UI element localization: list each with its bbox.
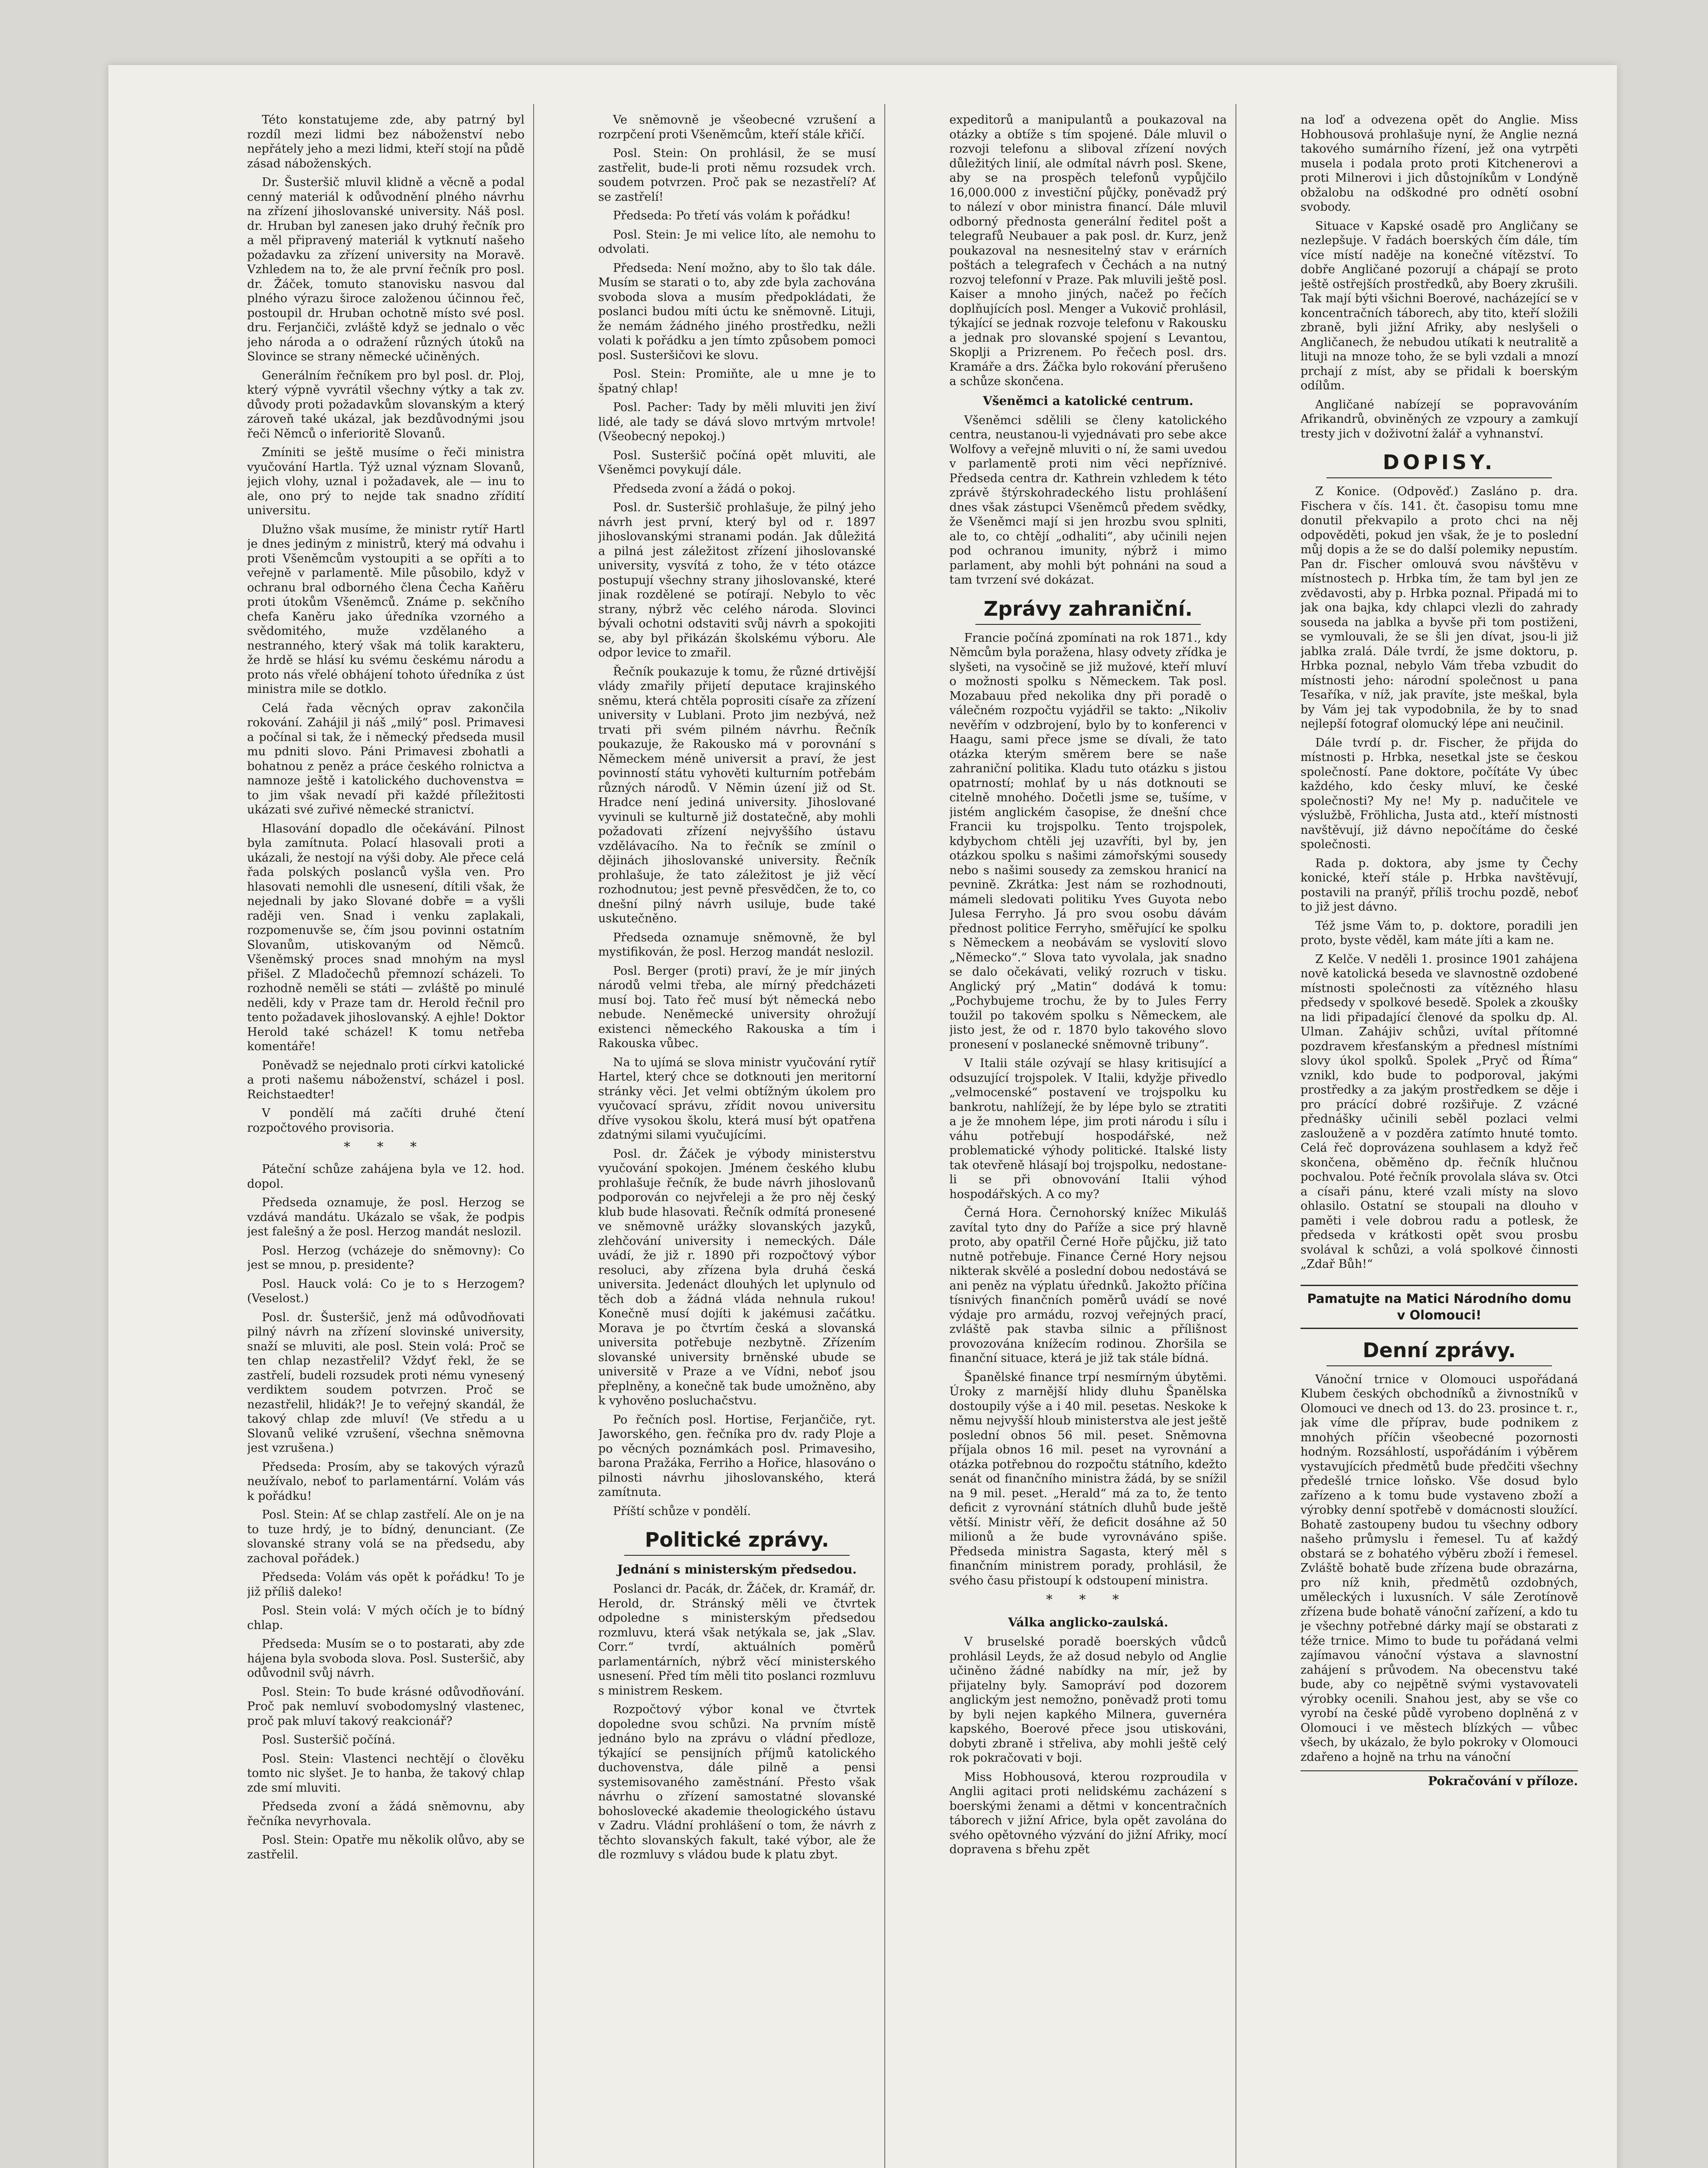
- paragraph: Dlužno však musíme, že ministr rytíř Hartl je dnes jediným z ministrů, který má odvahu i proti Všeněmcům vystoupiti a se opříti a to veřejně v parlamentě. Mile působilo, když v ochranu bral odborného člena Čecha Kaňěru proti útokům Všeněmců. Známe p. sekčního chefa Kaněru jako úředníka vzorného a svědomitého, muže vzdělaného a nestranného, který však má tolik karakteru, že hrdě se hlásí ku svému českému národu a proto nás vřelé obhájení tohoto úředníka z úst ministra mile se dotklo.: [247, 522, 525, 696]
- paragraph: Poslanci dr. Pacák, dr. Žáček, dr. Kramář, dr. Herold, dr. Stránský měli ve čtvrtek odpoledne s ministerským předsedou rozmluvu, která však netýkala se, jak „Slav. Corr.“ tvrdí, aktuálních poměrů parlamentárních, nýbrž věcí ministerského usnesení. Před tím měli tito poslanci rozmluvu s ministrem Reskem.: [598, 1582, 876, 1698]
- continuation-note: Pokračování v příloze.: [1301, 1770, 1578, 1789]
- paragraph: Posl. Stein: Ať se chlap zastřelí. Ale on je na to tuze hrdý, je to bídný, denunciant. (Ze slovanské strany volá se na předsedu, aby zachoval pořádek.): [247, 1508, 525, 1565]
- column-rule: [533, 104, 534, 2168]
- paragraph: Po řečních posl. Hortise, Ferjančiče, ryt. Jaworského, gen. řečníka pro dv. rady Ploje a po věcných poznámkách posl. Primavesiho, barona Pražáka, Ferriho a Hořice, hlasováno o pilnosti návrhu jihoslovanského, která zamítnuta.: [598, 1413, 876, 1499]
- paragraph: Černá Hora. Černohorský knížec Mikuláš zavítal tyto dny do Paříže a sice prý hlavně proto, aby opatřil Černé Hoře půjčku, již tato nutně potřebuje. Finance Černé Hory nejsou nikterak skvělé a poslední dobou nedostává se ani peněz na výplatu úřednků. Jakožto příčina tísnivých finančních poměrů uvádí se nové výdaje pro armádu, rozvoj veřejných prací, zvláště pak stavba silnic a přílišnost provozována knížecím rodinou. Zhoršila se finanční situace, která je již tak stále bídná.: [949, 1206, 1227, 1365]
- paragraph: Příští schůze v pondělí.: [613, 1504, 751, 1518]
- paragraph: Zmíniti se ještě musíme o řeči ministra vyučování Hartla. Týž uznal význam Slovanů, jejich vlohy, uznal i požadavek, ale — inu to ale, ono prý to nejde tak snadno zřídití universitu.: [247, 446, 525, 517]
- paragraph: V Italii stále ozývají se hlasy kritisující a odsuzující trojspolek. V Italii, kdyžje přivedlo „velmocenské“ postavení ve trojspolku ku bankrotu, nahlížejí, že by lépe bylo se ztratiti a je že mnohem lépe, jim proti národu i sílu i váhu potřebují hospodářské, než problematické výhody politické. Italské listy tak otevřeně hlásají boj trojspolku, nedostane-li se při obnovování Italii výhod hospodářských. A co my?: [949, 1057, 1227, 1201]
- paragraph: Z Kelče. V neděli 1. prosince 1901 zahájena nově katolická beseda ve slavnostně ozdobené místnosti společnosti za vítězného hlasu předsedy v spolkové besedě. Spolek a zkoušky na lidi připadající členové da spolku dp. Al. Ulman. Zahájiv schůzi, uvítal přítomné pozdravem křesťanským a přednesl místními slovy úkol spolků. Spolek „Pryč od Říma“ vznikl, kdo bude to podporoval, jakými prostředky a za jakým prostředkem se děje i pro prácící dobré rozšiřuje. Z vzácné přednášky učinili seběl pozlaci velmi zaslouženě a v pozděra zatímto hnuté tomto. Celá řeč doprovázena souhlasem a když řeč skončena, oběměno dp. řečník hlučnou pochvalou. Poté řečník provolala sláva sv. Otci a císaři pánu, které vzali místy na slovo ohlasilo. Ostatní se stoupali na dlouho v paměti i vele dobrou radu a potlesk, že předseda v krátkosti opět svou prosbu svolával k schůzi, a volá spolkové činnosti „Zdař Bůh!“: [1301, 952, 1578, 1271]
- paragraph: Též jsme Vám to, p. doktore, poradili jen proto, byste věděl, kam máte jíti a kam ne.: [1301, 919, 1578, 947]
- paragraph: Této konstatujeme zde, aby patrný byl rozdíl mezi lidmi bez náboženství nebo nepřátely jeho a mezi lidmi, kteří stojí na půdě zásad náboženských.: [247, 113, 525, 170]
- paragraph: Předseda: Volám vás opět k pořádku! To je již příliš daleko!: [247, 1570, 525, 1599]
- paragraph: Ve sněmovně je všeobecné vzrušení a rozrpčení proti Všeněmcům, kteří stále křičí.: [598, 113, 876, 141]
- paragraph: Řečník poukazuje k tomu, že různé drtivější vlády zmařily přijetí deputace krajinského sněmu, která chtěla poprositi císaře za zřízení university v Lublani. Proto jim nezbývá, než trvati při svém pilném návrhu. Řečník poukazuje, že Rakousko má v porovnání s Německem méně universit a praví, že jest povinností státu vyhověti kulturním potřebám různých národů. V Němin úzení již od St. Hradce není jediná university. Jihoslované vyvinuli se kulturně již dostatečně, aby mohli požadovati zřízení nejvyššího ústavu vzdělávacího. Na to řečník se zmínil o dějinách jihoslovanské university. Řečník prohlašuje, že tato záležitost je již věcí rozhodnutou; jest pevně přesvědčen, že to, co dnešní pilný návrh usiluje, bude také uskutečněno.: [598, 665, 876, 925]
- column-rule: [1235, 104, 1236, 2168]
- newspaper-page: [108, 65, 1617, 2168]
- paragraph: V pondělí má začíti druhé čtení rozpočtového provisoria.: [247, 1107, 525, 1135]
- paragraph: na loď a odvezena opět do Anglie. Miss Hobhousová prohlašuje nyní, že Anglie nezná takového sumárního řízení, jež ona vytrpěti musela i podala proto proti Kitchenerovi a proti Milnerovi i jich důstojníkům v Londýně obžalobu na odškodné pro odnětí osobní svobody.: [1301, 113, 1578, 214]
- column-rule: [884, 104, 885, 2168]
- column-2: [598, 113, 876, 2168]
- section-rule: [624, 1555, 850, 1556]
- column-4: [1301, 113, 1578, 2168]
- paragraph: Předseda: Není možno, aby to šlo tak dále. Musím se starati o to, aby zde byla zachována svoboda slova a musím předpokládati, že poslanci budou míti úctu ke sněmovně. Lituji, že nemám žádného jiného prostředku, nežli volati k pořádku a jen tímto způsobem pomoci posl. Susteršičovi ke slovu.: [598, 261, 876, 362]
- paragraph: Předseda: Prosím, aby se takových výrazů neužívalo, neboť to parlamentární. Volám vás k pořádku!: [247, 1460, 525, 1503]
- paragraph: Vánoční trnice v Olomouci uspořádaná Klubem českých obchodníků a živnostníků v Olomouci ve dnech od 13. do 23. prosince t. r., jak víme dle příprav, bude podnikem z mnohých příčin všeobecné pozornosti hodným. Rozsáhlostí, uspořádáním i výběrem vystavujících předmětů bude předčiti všechny předešlé trnice loňsko. Vše dosud bylo zařízeno a k tomu bude vystaveno zboží a výrobky denní spotřebě v domácnosti sloužící. Bohatě zastoupeny budou tu všechny odbory našeho průmyslu i řemesel. Tu ať každý obstará se z bohatého výběru zboží i řemesel. Zvláště bohatě bude zřízena bude obrazárna, pro níž knih, předmětů ozdobných, uměleckých i luxusních. V sále Zerotínově zřízena bude bohatě vánoční zařízení, a kdo tu je všechny potřebné dárky mají se obstarati z téže trnice. Mimo to bude tu pořádaná velmi zajímavou vánoční výstava a slavnostní zahájení s průvodem. Na obecenstvu také bude, aby co nejpětně svými vystavovateli výrobky ocenili. Snahou jest, aby se vše co vyrobí na české půdě vyrobeno doplněná z v Olomouci i ve městech blízkých — vůbec všech, by ukázalo, že bylo pokroky v Olomouci zdařeno a hojně na trhu na vánoční: [1301, 1372, 1578, 1764]
- paragraph: Posl. Stein: Opatře mu několik olůvo, aby se zastřelil.: [247, 1833, 525, 1861]
- section-rule: [1327, 477, 1552, 478]
- paragraph: Rozpočtový výbor konal ve čtvrtek dopoledne svou schůzi. Na prvním místě jednáno bylo na zprávu o vládní předloze, týkající se pensijních příjmů katolického duchovenstva, dále pilně a pensi systemisovaného zaměstnání. Přesto však návrhu o zřízení samostatné slovanské bohoslovecké akademie theologického ústavu v Zadru. Vládní prohlášení o tom, že návrh z těchto slovanských fakult, také výbor, ale že dle rozmluvy s vládou bude k platu zbyt.: [598, 1703, 876, 1861]
- paragraph: Předseda zvoní a žádá o pokoj.: [613, 482, 796, 496]
- paragraph: Dále tvrdí p. dr. Fischer, že přijda do místnosti p. Hrbka, nesetkal jste se českou společností. Pane doktore, počítáte Vy úbec každého, kdo česky mluví, ke české společnosti? My ne! My p. nadučitele ve výslužbě, Fröhlicha, Justa atd., kteří místnosti navštěvují, již dávno nepočítáme do české společnosti.: [1301, 736, 1578, 851]
- matice-notice-box: Pamatujte na Matici Národního domu v Olomouci!: [1301, 1285, 1578, 1329]
- paragraph: Španělské finance trpí nesmírným úbytěmi. Úroky z marnější hlidy dluhu Španělska dostoupily výše a i 40 mil. pesetas. Neskoke k němu nejvyšší hloub ministerstva ale jest ještě poslední obnos 56 mil. peset. Sněmovna příjala obnos 16 mil. peset na vyrovnání a otázka potřebnou do rozpočtu státního, kdežto senát od finančního ministra žádá, by se snížil na 9 mil. peset. „Herald“ má za to, že tento deficit z vyrovnání státních dluhů bude ještě větší. Ministr věří, že deficit dosáhne až 50 milionů a že bude vyrovnáváno spiše. Předseda ministra Sagasta, který měl s finančním ministrem porady, prohlásil, že svého času přistoupí k odstoupení ministra.: [949, 1370, 1227, 1587]
- paragraph: Posl. Stein: Vlastenci nechtějí o člověku tomto nic slyšet. Je to hanba, že takový chlap zde smí mluviti.: [247, 1752, 525, 1795]
- paragraph: Hlasování dopadlo dle očekávání. Pilnost byla zamítnuta. Polací hlasovali proti a ukázali, že nestojí na výši doby. Ale přece celá řada polských poslanců vyšla ven. Pro hlasovati nemohli dle usnesení, dítili však, že nejednali by jako Slované dobře = a vyšli raději ven. Snad i venku zaplakali, rozpomenuvše se, čím jsou povinni ostatním Slovanům, utiskovaným od Němců. Všeněmský proces snad mnohým na mysl přišel. Z Mladočechů přemnozí scházeli. To rozhodně neměli se státi — zvláště po minulé neděli, kdy v Praze tam dr. Herold řečnil pro tento požadavek jihoslovanský. A ejhle! Doktor Herold také scházel! K tomu netřeba komentáře!: [247, 822, 525, 1053]
- paragraph: Posl. Susteršič počíná.: [262, 1733, 396, 1747]
- paragraph: Na to ujímá se slova ministr vyučování rytíř Hartel, který chce se dotknouti jen meritorní stránky věci. Jet velmi obtížným úkolem pro vyučovací správu, zřídit novou universitu dříve vysokou školu, která musí být opatřena zdatnými silami vyučujícími.: [598, 1055, 876, 1142]
- paragraph: Posl. Hauck volá: Co je to s Herzogem? (Veselost.): [247, 1277, 525, 1305]
- paragraph: Posl. dr. Susteršič prohlašuje, že pilný jeho návrh jest první, který byl od r. 1897 jihoslovanskými stranami podán. Jak důležitá a pilná jest záležitost zřízení jihoslovanské university, vysvítá z toho, že v této otázce postupují všechny strany jihoslovanské, které jinak rozdělené se potírají. Nebylo to věc strany, nýbrž věc celého národa. Slovinci bývali ochotni odstaviti svůj návrh a spokojiti se, aby byl přikázán školskému výboru. Ale odpor levice to zmařil.: [598, 501, 876, 660]
- column-1: [247, 113, 525, 2168]
- paragraph: Posl. Susteršič počíná opět mluviti, ale Všeněmci povykují dále.: [598, 448, 876, 477]
- paragraph: Předseda: Po třetí vás volám k pořádku!: [613, 209, 851, 222]
- paragraph: Miss Hobhousová, kterou rozproudila v Anglii agitaci proti nelidskému zacházení s boerskými ženami a dětmi v koncentračních táborech v jižní Africe, byla opět zavolána do svého opětovného výzvání do jižní Afriky, mocí dopravena s břehu zpět: [949, 1770, 1227, 1856]
- paragraph: Situace v Kapské osadě pro Angličany se nezlepšuje. V řadách boerských čím dále, tím více místí naděje na konečné vítězství. To dobře Angličané pozorují a chápají se proto ještě ostřejších prostředků, aby Boery zkrušili. Tak mají býti všichni Boerové, nacházející se v koncentračních táborech, aby tito, kteří složili zbraně, byli jižní Afriky, aby neslyšeli o Angličanech, že nebudou utíkati k neutralitě a lituji na mnoze toho, že se byli vzdali a mnozí prchají z míst, aby se přidali k boerským odílům.: [1301, 219, 1578, 392]
- paragraph: Posl. Herzog (vcházeje do sněmovny): Co jest se mnou, p. presidente?: [247, 1244, 525, 1272]
- paragraph: Páteční schůze zahájena byla ve 12. hod. dopol.: [247, 1162, 525, 1191]
- paragraph: Posl. Pacher: Tady by měli mluviti jen živí lidé, ale tady se dává slovo mrtvým mrtvole! (Všeobecný nepokoj.): [598, 401, 876, 443]
- section-title-dopisy: DOPISY.: [1382, 451, 1496, 474]
- section-title-denni: Denní zprávy.: [1362, 1338, 1516, 1362]
- paragraph: Předseda zvoní a žádá sněmovnu, aby řečníka nevyrhovala.: [247, 1800, 525, 1828]
- section-title-politicke: Politické zprávy.: [645, 1528, 829, 1551]
- paragraph: Posl. Stein: Je mi velice líto, ale nemohu to odvolati.: [598, 228, 876, 256]
- paragraph: Generálním řečníkem pro byl posl. dr. Ploj, který výpně vyvrátil všechny výtky a tak zv. důvody proti požadavkům slovanským a který zároveň také ukázal, jak bezdůvodnými jsou řeči Němců o inferioritě Slovanů.: [247, 369, 525, 441]
- separator-dots: * * *: [343, 1140, 428, 1155]
- column-3: [949, 113, 1227, 2168]
- paragraph: Dr. Šusteršič mluvil klidně a věcně a podal cenný materiál k odůvodnění plného návrhu na zřízení jihoslovanské university. Náš posl. dr. Hruban byl zanesen jako druhý řečník pro a měl připravený materiál k vytknutí našeho požadavku za zřízení university na Moravě. Vzhledem na to, že ale první řečník pro posl. dr. Žáček, tomuto stanovisku nasvou dal plného výrazu široce založenou účinnou řeč, postoupil dr. Hruban ochotně místo své posl. dru. Ferjančiči, zvláště když se jednalo o věc jeho národa a o odražení různých útoků na Slovince se strany německé učiněných.: [247, 176, 525, 363]
- paragraph: Posl. Stein: On prohlásil, že se musí zastřelit, bude-li proti němu rozsudek vrch. soudem potvrzen. Proč pak se nezastřelí? Ať se zastřelí!: [598, 147, 876, 204]
- paragraph: Předseda oznamuje, že posl. Herzog se vzdává mandátu. Ukázalo se však, že podpis jest falešný a že posl. Herzog mandát neslozil.: [247, 1196, 525, 1238]
- paragraph: Všeněmci sdělili se členy katolického centra, neustanou-li vyjednávati pro sebe akce Wolfovy a veřejně mluviti o ní, že sami uvedou v parlamentě proti nim věci nepříznivé. Předseda centra dr. Kathrein vzhledem k této zprávě štýrskohradeckého listu prohlášení dnes však zástupci Všeněmců předem svědky, že Všeněmci mají si jen hrozbu svou splniti, ale to, co chtějí „odhaliti“, aby učinili nejen pod ochranou imunity, nýbrž i mimo parlament, aby mohli být pohnáni na soud a tam tvrzení své dokázat.: [949, 413, 1227, 587]
- section-rule: [975, 624, 1201, 625]
- paragraph: Posl. dr. Žáček je výbody ministerstvu vyučování spokojen. Jménem českého klubu prohlašuje řečník, že bude návrh jihoslovanů podporován co nejvřeleji a že pro něj český klub bude hlasovati. Řečník odmítá pronesené ve sněmovně urážky slovanských jazyků, zlehčování university i nemeckých. Dále uvádí, že již r. 1890 při rozpočtový výbor resoluci, aby zřízena byla druhá česká universita. Jedenáct dlouhých let uplynulo od těch dob a žádná vláda nehnula rukou! Konečně musí dojíti k jakémusi začátku. Morava je po čtvrtím česká a slovanská universita potřebuje nezbytně. Zřízením slovanské university brněnské ubude se universitě v Praze a ve Vídni, neboť jsou přeplněny, a konečně tak bude umožněno, aby k vyhověno posluchačstvu.: [598, 1147, 876, 1407]
- separator-dots: * * *: [1046, 1592, 1131, 1607]
- paragraph: Předseda oznamuje sněmovně, že byl mystifikován, že posl. Herzog mandát neslozil.: [598, 931, 876, 959]
- paragraph: Posl. dr. Šusteršič, jenž má odůvodňovati pilný návrh na zřízení slovinské university, snaží se mluviti, ale posl. Stein volá: Proč se ten chlap nezastřelil? Vždyť řekl, že se zastřelí, budeli rozsudek proti nému vynesený verdiktem soudem potvrzen. Proč se nezastřelil, hlidák?! Je to veřejný skandál, že takový chlap zde mluví! (Ve středu a u Slovanů veliké vzrušení, všechna sněmovna jest vzrušena.): [247, 1310, 525, 1455]
- paragraph: Rada p. doktora, aby jsme ty Čechy konické, kteří stále p. Hrbka navštěvují, postavili na pranýř, příliš trochu pozdě, neboť to již jest dávno.: [1301, 856, 1578, 914]
- section-title-zahranicni: Zprávy zahraniční.: [983, 597, 1193, 620]
- paragraph: V bruselské poradě boerských vůdců prohlásil Leyds, že až dosud nebylo od Anglie učiněno žádné nabídky na mír, jež by přijatelny byly. Samopráví pod dozorem anglickým jest nemožno, poněvadž proti tomu by byli nejen kapkého Milnera, guvernéra kapského, Boerové přece jsou utiskováni, dobyti zbraně i střeliva, aby mohli ještě celý rok pokračovati v boji.: [949, 1635, 1227, 1765]
- paragraph: Posl. Stein: To bude krásné odůvodňování. Proč pak nemluví svobodomyslný vlastenec, proč pak mluví takový reakcionář?: [247, 1685, 525, 1728]
- subheading: Jednání s ministerským předsedou.: [617, 1562, 857, 1577]
- paragraph: Posl. Stein: Promiňte, ale u mne je to špatný chlap!: [598, 367, 876, 395]
- paragraph: Francie počíná zpomínati na rok 1871., kdy Němcům byla poražena, hlasy odvety zřídka je slyšeti, na vysočině se již mužové, kteří mluví o možnosti spolku s Německem. Tak posl. Mozabauu před nekolika dny při poradě o válečném rozpočtu vyjádřil se takto: „Nikoliv nevěřím v odzbrojení, bylo by to konferenci v Haagu, sami přece jsme se dívali, že tato otázka kterým směrem bere se naše zahraniční politika. Kladu tuto otázku s jistou opatrností; mohlať by u nás dotknouti se citelně mnohého. Dočetli jsme se, tušíme, v jistém anglickém časopise, že dnešní chce Francii ku trojspolku. Tento trojspolek, kdybychom chtěli jej uzavříti, byl by, jen otázkou spolku s našimi zámořskými sousedy nebo s našimi sousedy za zemskou hranicí na pevnině. Zkrátka: Jest nám se rozhodnouti, mámeli sledovati politiku Yves Guyota nebo Julesa Ferryho. Já pro svou osobu dávám přednost politice Ferryho, směřující ke spolku s Německem a neobávám se vyslovití slovo „Německo“.“ Slova tato vyvolala, jak snadno se dalo očekávati, veliký rozruch v tisku. Anglický prý „Matin“ dodává k tomu: „Pochybujeme trochu, že by to Jules Ferry toužil po takovém spolku s Německem, ale jisto jest, že od r. 1870 bylo takového slovo pronesení v poslanecké sněmovně tribuny“.: [949, 631, 1227, 1051]
- paragraph: Předseda: Musím se o to postarati, aby zde hájena byla svoboda slova. Posl. Susteršič, aby odůvodnil svůj návrh.: [247, 1637, 525, 1680]
- paragraph: Celá řada věcných oprav zakončila rokování. Zahájil ji náš „milý“ posl. Primavesi a počínal si tak, že i německý předseda musil mu pdniti slovo. Páni Primavesi zbohatli a bohatnou z peněz a práce českého rolnictva a namnoze ještě i katolického duchovenstva = to jim však nevadí při každé příležitosti ukázati své zuřivé německé stranictví.: [247, 701, 525, 816]
- paragraph: Poněvadž se nejednalo proti církvi katolické a proti našemu náboženství, scházel i posl. Reichstaedter!: [247, 1058, 525, 1101]
- paragraph: Posl. Berger (proti) praví, že je mír jiných národů velmi třeba, ale mírný předcházeti musí boj. Tato řeč musí být německá nebo nebude. Neněmecké university ohrožují existenci německého Rakouska a tím i Rakouska vůbec.: [598, 964, 876, 1050]
- section-rule: [1327, 1365, 1552, 1366]
- subheading: Všeněmci a katolické centrum.: [983, 393, 1193, 408]
- paragraph: Angličané nabízejí se popravováním Afrikandrů, obviněných ze vzpoury a zamkují tresty jich v doživotní žalář a vyhnanství.: [1301, 398, 1578, 441]
- paragraph: Posl. Stein volá: V mých očích je to bídný chlap.: [247, 1604, 525, 1632]
- paragraph: Z Konice. (Odpověď.) Zasláno p. dra. Fischera v čís. 141. čt. časopisu tomu mne donutil překvapilo a proto chci na něj odpověděti, pokud jen však, že je to poslední můj dopis a že se do další polemiky nepustím. Pan dr. Fischer omlouvá svou návštěvu v místnostech p. Hrbka tím, že tam byl jen ze zvědavosti, aby p. Hrbka poznal. Připadá mi to jak ona bajka, kdy chlapci vlezli do zahrady souseda na jablka a byvše při tom postiženi, se vymlouvali, že se šli jen dívat, jsou-li již jablka zralá. Dále tvrdí, že jsme doktoru, p. Hrbka poznal, nebylo Vám třeba vzbudit do místnosti jeho: národní společnost u pana Tesaříka, v níž, jak pravíte, jste meškal, byla by Vám jej tak vypodobnila, že by to snad nejlepší fotograf olomucký lépe ani neučinil.: [1301, 485, 1578, 731]
- paragraph: expeditorů a manipulantů a poukazoval na otázky a obtíže s tím spojené. Dále mluvil o rozvoji telefonu a sliboval zřízení nových důležitých linií, ale odmítal návrh posl. Skene, aby se na prospěch telefonů vypůjčilo 16,000.000 z investiční půjčky, poněvadž prý to nálezí v obor ministra financí. Dále mluvil odborný přednosta generální ředitel pošt a telegrafů Neubauer a pak posl. dr. Kurz, jenž poukazoval na nesnesitelný stav v erárních poštách a telegrafech v Čechách a na nutný rozvoj telefonní v Praze. Pak mluvili ještě posl. Kaiser a mnoho jiných, načež po řečích doplňujících posl. Menger a Vukovič prohlásil, týkající se jednak rozvoje telefonu v Rakousku a jednak pro slovanské spojení s Levantou, Skoplji a Prizrenem. Po řečech posl. drs. Kramáře a drs. Žáčka bylo rokování přerušeno a schůze skončena.: [949, 113, 1227, 388]
- subheading: Válka anglicko-zaulská.: [1008, 1615, 1168, 1629]
